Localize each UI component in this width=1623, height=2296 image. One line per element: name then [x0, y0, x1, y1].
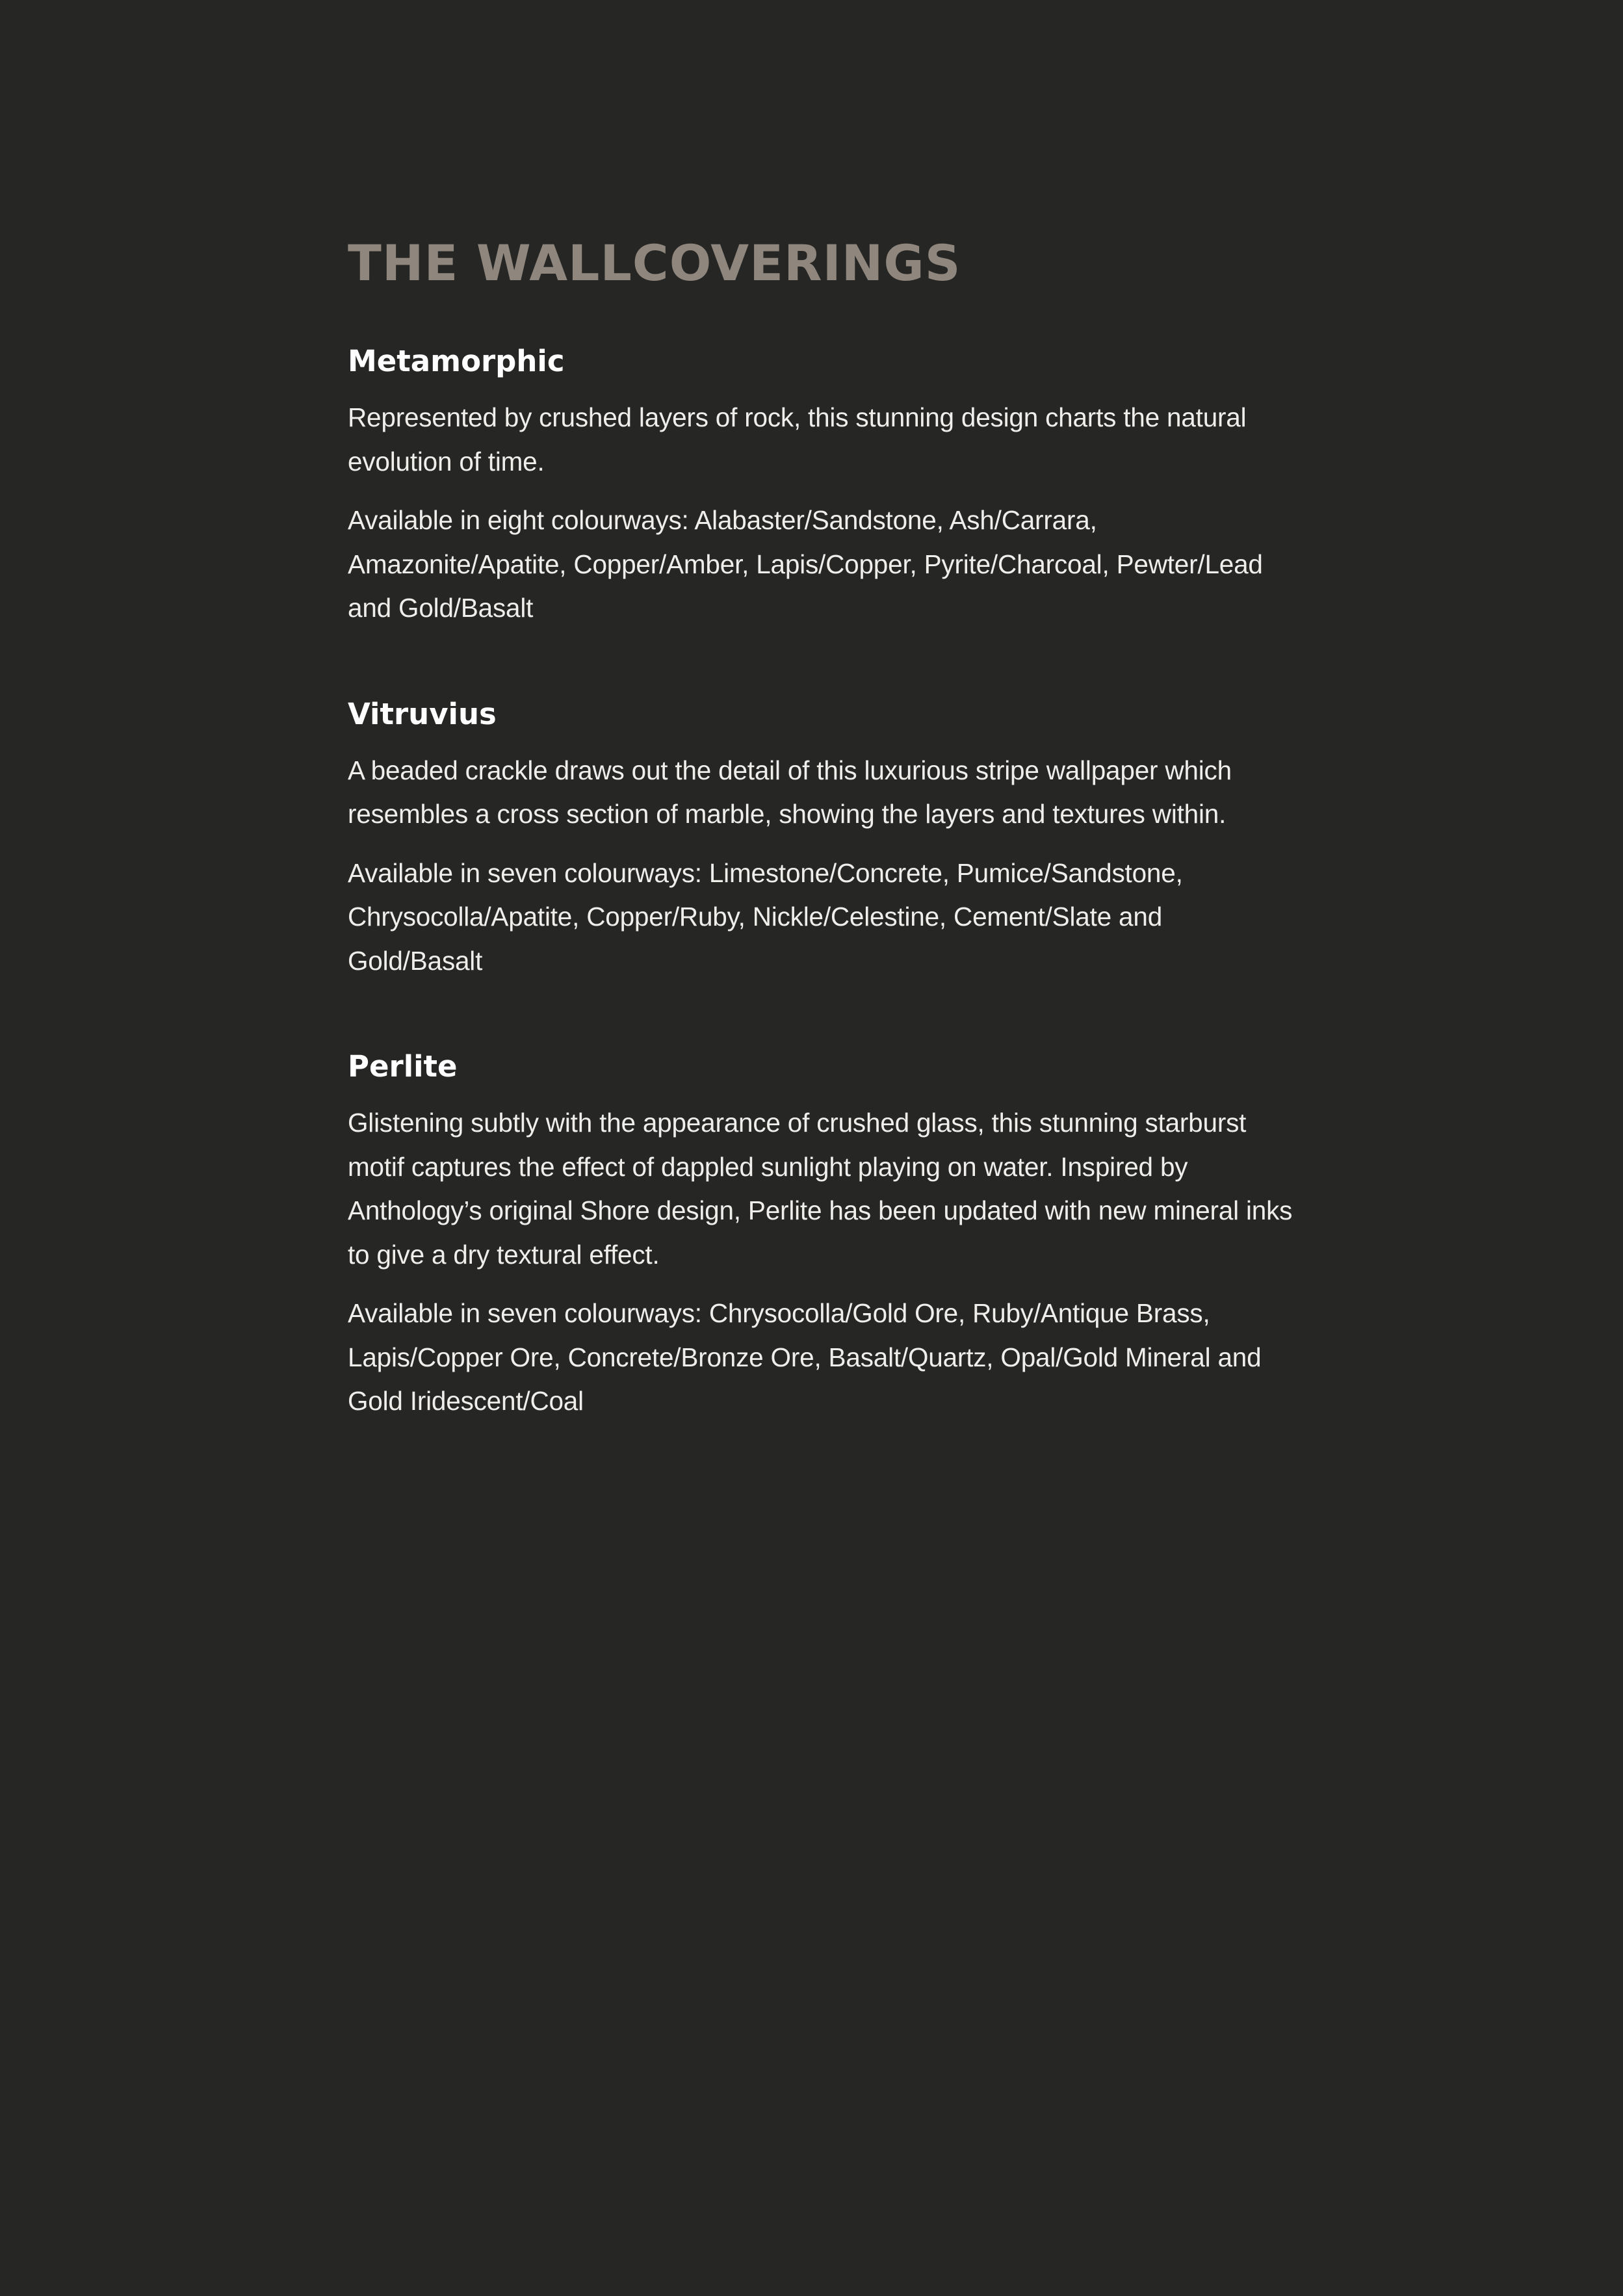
section-description: Represented by crushed layers of rock, this stunning design charts the natural evolution of time. — [348, 402, 1247, 476]
section-title: Vitruvius — [348, 696, 497, 731]
page-title: THE WALLCOVERINGS — [348, 234, 961, 292]
section-colourways: Available in seven colourways: Chrysocolla/Gold Ore, Ruby/Antique Brass, Lapis/Copper Ore, Concrete/Bronze Ore, Basalt/Quartz, Opal/Gold Mineral and Gold Iridescent/Coal — [348, 1298, 1262, 1416]
section-colourways: Available in eight colourways: Alabaster/Sandstone, Ash/Carrara, Amazonite/Apatite, Copper/Amber, Lapis/Copper, Pyrite/Charcoal, Pewter/Lead and Gold/Basalt — [348, 505, 1263, 623]
section-title: Perlite — [348, 1049, 458, 1084]
wallcovering-section-metamorphic — [348, 340, 1303, 631]
wallcovering-section-vitruvius — [348, 693, 1303, 984]
section-description: A beaded crackle draws out the detail of this luxurious stripe wallpaper which resembles a cross section of marble, showing the layers and textures within. — [348, 755, 1232, 829]
section-colourways: Available in seven colourways: Limestone/Concrete, Pumice/Sandstone, Chrysocolla/Apatite, Copper/Ruby, Nickle/Celestine, Cement/Slate and Gold/Basalt — [348, 857, 1183, 976]
section-title: Metamorphic — [348, 344, 565, 378]
wallcovering-section-perlite — [348, 1045, 1303, 1424]
section-description: Glistening subtly with the appearance of crushed glass, this stunning starburst motif captures the effect of dappled sunlight playing on water. Inspired by Anthology’s original Shore design, Perlite has been updated with new mineral inks to give a dry textural effect. — [348, 1108, 1293, 1270]
content-column — [348, 231, 1303, 1424]
